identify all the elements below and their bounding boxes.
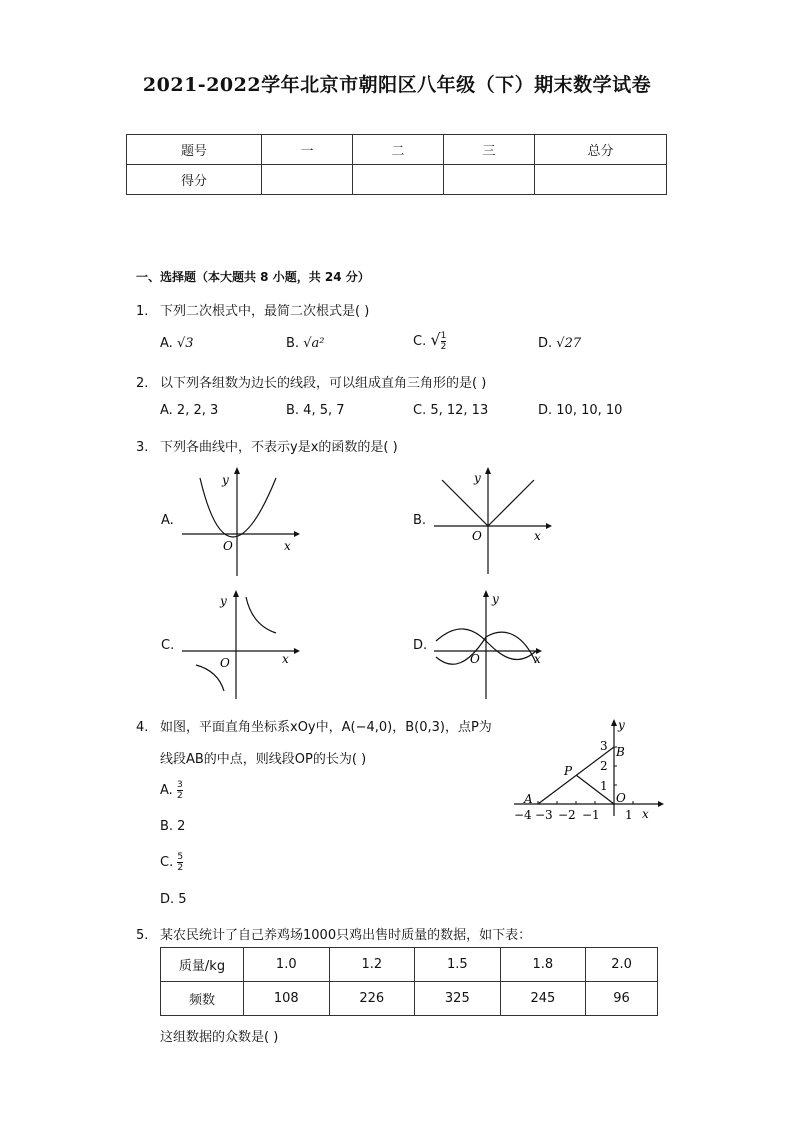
q3-option-b-label[interactable]: B.: [413, 513, 427, 528]
score-cell: 一: [262, 135, 353, 165]
question-number: 2.: [136, 376, 149, 391]
score-table: [126, 134, 667, 195]
score-cell: 三: [444, 135, 535, 165]
q3-graph-d: [432, 589, 552, 701]
question-text: 以下列各组数为边长的线段，可以组成直角三角形的是( ): [160, 376, 487, 391]
q2-option-c[interactable]: C. 5, 12, 13: [413, 403, 489, 418]
question-number: 4.: [136, 720, 149, 735]
question-text-line1: 如图，平面直角坐标系xOy中，A(−4,0)，B(0,3)，点P为: [160, 720, 492, 735]
table-cell: 1.5: [415, 948, 501, 982]
question-4: [136, 716, 492, 735]
q2-option-a[interactable]: A. 2, 2, 3: [160, 403, 219, 418]
q4-coordinate-figure: [508, 712, 668, 828]
score-input-cell[interactable]: [353, 165, 444, 195]
score-cell: 总分: [535, 135, 667, 165]
question-text: 下列二次根式中，最简二次根式是( ): [160, 304, 370, 319]
q4-option-c[interactable]: [160, 852, 183, 873]
option-letter: A.: [160, 336, 173, 351]
table-row: [161, 982, 658, 1016]
q3-graph-c: [180, 589, 300, 701]
q4-option-a[interactable]: [160, 780, 183, 801]
question-text-line2: 线段AB的中点，则线段OP的长为( ): [160, 752, 367, 767]
axis-x-label: x: [534, 652, 541, 666]
table-cell: 96: [586, 982, 658, 1016]
page-title: 2021-2022学年北京市朝阳区八年级（下）期末数学试卷: [142, 74, 652, 96]
sqrt-sign: √: [430, 330, 441, 349]
question-number: 1.: [136, 304, 149, 319]
table-cell: 226: [329, 982, 415, 1016]
table-cell: 质量/kg: [161, 948, 244, 982]
option-letter: C.: [413, 334, 427, 349]
table-cell: 245: [500, 982, 586, 1016]
x-tick-label: −2: [558, 808, 576, 822]
axis-x-label: x: [284, 539, 291, 553]
score-input-cell[interactable]: [535, 165, 667, 195]
table-cell: 频数: [161, 982, 244, 1016]
q2-option-d[interactable]: D. 10, 10, 10: [538, 403, 623, 418]
table-row: [161, 948, 658, 982]
y-tick-label: 2: [600, 759, 608, 773]
section-heading: 一、选择题（本大题共 8 小题，共 24 分）: [136, 270, 370, 284]
origin-label: O: [616, 791, 626, 805]
question-5-tail: 这组数据的众数是( ): [160, 1030, 279, 1045]
score-input-cell[interactable]: [444, 165, 535, 195]
question-3: [136, 436, 398, 455]
fraction: $\frac{5}{2}$: [177, 852, 184, 873]
axis-y-label: y: [474, 471, 481, 485]
table-cell: 325: [415, 982, 501, 1016]
q1-option-c[interactable]: [413, 330, 446, 352]
origin-label: O: [472, 529, 482, 543]
option-letter: A.: [160, 783, 173, 798]
question-2: [136, 372, 486, 391]
q3-option-a-label[interactable]: A.: [161, 513, 174, 528]
point-b-label: B: [616, 745, 625, 759]
option-value: √a²: [303, 336, 325, 351]
x-tick-label: 1: [625, 808, 633, 822]
question-5: [136, 924, 531, 943]
option-value: √27: [556, 336, 582, 351]
question-text: 下列各曲线中，不表示y是x的函数的是( ): [160, 440, 398, 455]
score-table-header-row: [127, 135, 667, 165]
origin-label: O: [223, 539, 233, 553]
axis-x-label: x: [282, 652, 289, 666]
question-text: 某农民统计了自己养鸡场1000只鸡出售时质量的数据，如下表：: [160, 928, 532, 943]
table-cell: 1.0: [244, 948, 330, 982]
q3-option-c-label[interactable]: C.: [161, 638, 175, 653]
x-tick-label: −3: [535, 808, 553, 822]
table-cell: 1.8: [500, 948, 586, 982]
score-table-score-row: [127, 165, 667, 195]
q4-option-b[interactable]: B. 2: [160, 819, 186, 834]
axis-x-label: x: [642, 807, 649, 821]
x-tick-label: −4: [514, 808, 532, 822]
score-cell: 得分: [127, 165, 262, 195]
axis-y-label: y: [618, 718, 625, 732]
origin-label: O: [470, 652, 480, 666]
q4-option-d[interactable]: D. 5: [160, 892, 187, 907]
q3-option-d-label[interactable]: D.: [413, 638, 428, 653]
option-value: √3: [176, 336, 194, 351]
q1-option-b[interactable]: [286, 336, 324, 351]
table-cell: 1.2: [329, 948, 415, 982]
score-input-cell[interactable]: [262, 165, 353, 195]
option-letter: D.: [538, 336, 553, 351]
question-number: 3.: [136, 440, 149, 455]
option-letter: B.: [286, 336, 300, 351]
score-cell: 二: [353, 135, 444, 165]
q1-option-a[interactable]: [160, 336, 194, 351]
origin-label: O: [220, 656, 230, 670]
q5-data-table: [160, 947, 658, 1016]
q3-graph-b: [432, 466, 552, 578]
question-number: 5.: [136, 928, 149, 943]
question-1: [136, 300, 369, 319]
fraction: $\frac{1}{2}$: [440, 331, 447, 352]
axis-x-label: x: [534, 529, 541, 543]
y-tick-label: 1: [600, 779, 608, 793]
q2-option-b[interactable]: B. 4, 5, 7: [286, 403, 345, 418]
axis-y-label: y: [222, 473, 229, 487]
q1-option-d[interactable]: [538, 336, 581, 351]
y-tick-label: 3: [600, 739, 608, 753]
axis-y-label: y: [492, 592, 499, 606]
axis-y-label: y: [220, 594, 227, 608]
table-cell: 108: [244, 982, 330, 1016]
fraction: $\frac{3}{2}$: [176, 780, 183, 801]
score-cell: 题号: [127, 135, 262, 165]
x-tick-label: −1: [582, 808, 600, 822]
table-cell: 2.0: [586, 948, 658, 982]
option-letter: C.: [160, 855, 174, 870]
q3-graph-a: [180, 466, 300, 578]
point-a-label: A: [524, 792, 533, 806]
point-p-label: P: [564, 764, 573, 778]
